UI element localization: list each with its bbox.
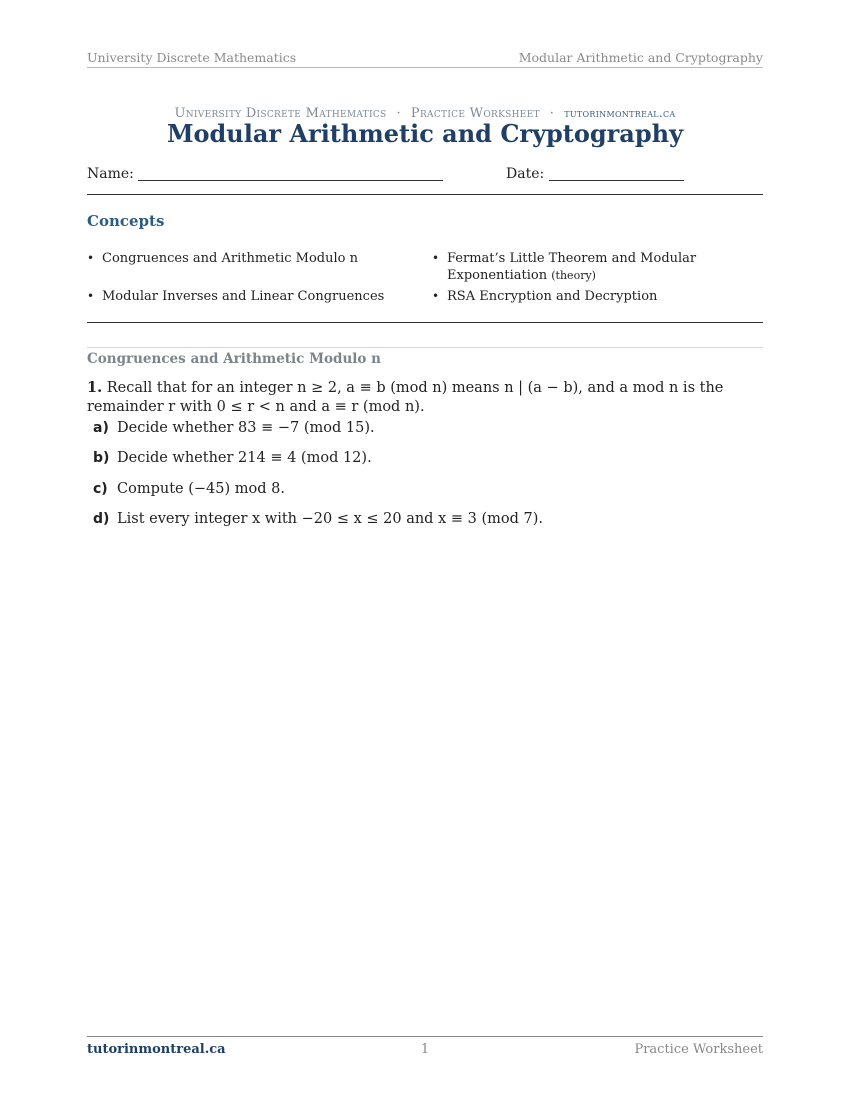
running-header — [87, 50, 763, 65]
problem-part — [93, 420, 375, 436]
concept-text: Congruences and Arithmetic Modulo n — [102, 251, 358, 266]
problem-part — [93, 511, 543, 527]
name-label: Name: — [87, 166, 134, 182]
concept-text: RSA Encryption and Decryption — [447, 289, 658, 304]
part-label: a) — [93, 420, 109, 436]
name-field[interactable] — [87, 166, 443, 182]
page-number: 1 — [420, 1042, 430, 1057]
part-label: d) — [93, 511, 110, 527]
part-text: Decide whether 83 ≡ −7 (mod 15). — [117, 420, 375, 436]
problem-part — [93, 481, 285, 497]
concept-item — [432, 288, 747, 305]
kicker-separator: · — [549, 106, 555, 121]
section-heading: Congruences and Arithmetic Modulo n — [87, 351, 381, 367]
part-text: Compute (−45) mod 8. — [117, 481, 285, 497]
problem-intro: Recall that for an integer n ≥ 2, a ≡ b (mod n) means n | (a − b), and a mod n is the remainder r with 0 ≤ r < n and a ≡ r (mod n). — [87, 380, 724, 415]
kicker-course: University Discrete Mathematics — [174, 106, 387, 121]
kicker-type: Practice Worksheet — [410, 106, 540, 121]
concepts-divider — [87, 322, 763, 323]
part-text: Decide whether 214 ≡ 4 (mod 12). — [117, 450, 372, 466]
date-label: Date: — [506, 166, 545, 182]
worksheet-page — [87, 0, 763, 1100]
concept-text: Modular Inverses and Linear Congruences — [102, 289, 385, 304]
header-divider — [87, 67, 763, 68]
concept-item — [87, 288, 422, 305]
concept-note: (theory) — [551, 269, 596, 282]
section-divider — [87, 347, 763, 348]
kicker-site-link[interactable]: tutorinmontreal.ca — [564, 106, 676, 120]
running-header-left: University Discrete Mathematics — [87, 50, 297, 65]
problem-part — [93, 450, 372, 466]
footer-divider — [87, 1036, 763, 1037]
date-field[interactable] — [506, 166, 684, 182]
part-text: List every integer x with −20 ≤ x ≤ 20 and x ≡ 3 (mod 7). — [117, 511, 543, 527]
concept-item — [432, 250, 747, 284]
running-header-right: Modular Arithmetic and Cryptography — [518, 50, 763, 65]
date-blank-line[interactable] — [549, 166, 684, 181]
name-blank-line[interactable] — [138, 166, 443, 181]
fields-divider — [87, 194, 763, 195]
part-label: c) — [93, 481, 108, 497]
concept-item — [87, 250, 422, 267]
part-label: b) — [93, 450, 110, 466]
footer-site-link[interactable]: tutorinmontreal.ca — [87, 1042, 226, 1057]
page-title: Modular Arithmetic and Cryptography — [166, 119, 684, 148]
concepts-heading: Concepts — [87, 212, 165, 230]
concept-text: Fermat’s Little Theorem and Modular Exponentiation — [447, 251, 697, 283]
kicker-separator: · — [396, 106, 401, 121]
footer-label: Practice Worksheet — [634, 1042, 763, 1057]
problem-1 — [87, 378, 763, 417]
problem-number: 1. — [87, 379, 103, 396]
